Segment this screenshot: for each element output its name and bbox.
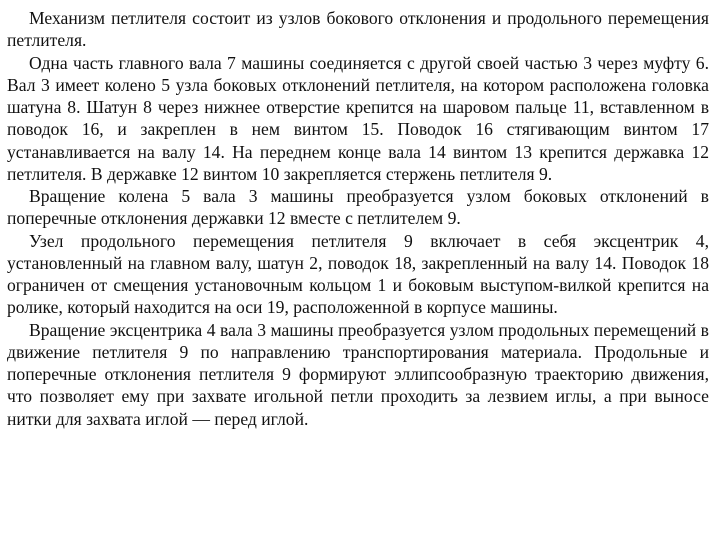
document-body xyxy=(7,7,709,430)
paragraph-longitudinal-unit: Узел продольного перемещения петлителя 9 включает в себя эксцентрик 4, установленный на главном валу, шатун 2, поводок 18, закрепленный на валу 14. Поводок 18 ограничен от смещения установочным кольцом 1 и боковым выступом-вилкой крепится на ролике, который находится на оси 19, расположенной в корпусе машины. xyxy=(7,230,709,318)
paragraph-eccentric-motion: Вращение эксцентрика 4 вала 3 машины преобразуется узлом продольных перемещений в движение петлителя 9 по направлению транспортирования материала. Продольные и поперечные отклонения петлителя 9 формируют эллипсообразную траекторию движения, что позволяет ему при захвате игольной петли проходить за лезвием иглы, а при выносе нитки для захвата иглой — перед иглой. xyxy=(7,319,709,429)
paragraph-lateral-deflection: Вращение колена 5 вала 3 машины преобразуется узлом боковых отклонений в поперечные отклонения державки 12 вместе с петлителем 9. xyxy=(7,186,709,229)
paragraph-mechanism-overview: Механизм петлителя состоит из узлов бокового отклонения и продольного перемещения петлителя. xyxy=(7,8,709,51)
paragraph-main-shaft-assembly: Одна часть главного вала 7 машины соединяется с другой своей частью 3 через муфту 6. Вал 3 имеет колено 5 узла боковых отклонений петлителя, на котором расположена головка шатуна 8. Шатун 8 через нижнее отверстие крепится на шаровом пальце 11, вставленном в поводок 16, и закреплен в нем винтом 15. Поводок 16 стягивающим винтом 17 устанавливается на валу 14. На переднем конце вала 14 винтом 13 крепится державка 12 петлителя. В державке 12 винтом 10 закрепляется стержень петлителя 9. xyxy=(7,52,709,184)
